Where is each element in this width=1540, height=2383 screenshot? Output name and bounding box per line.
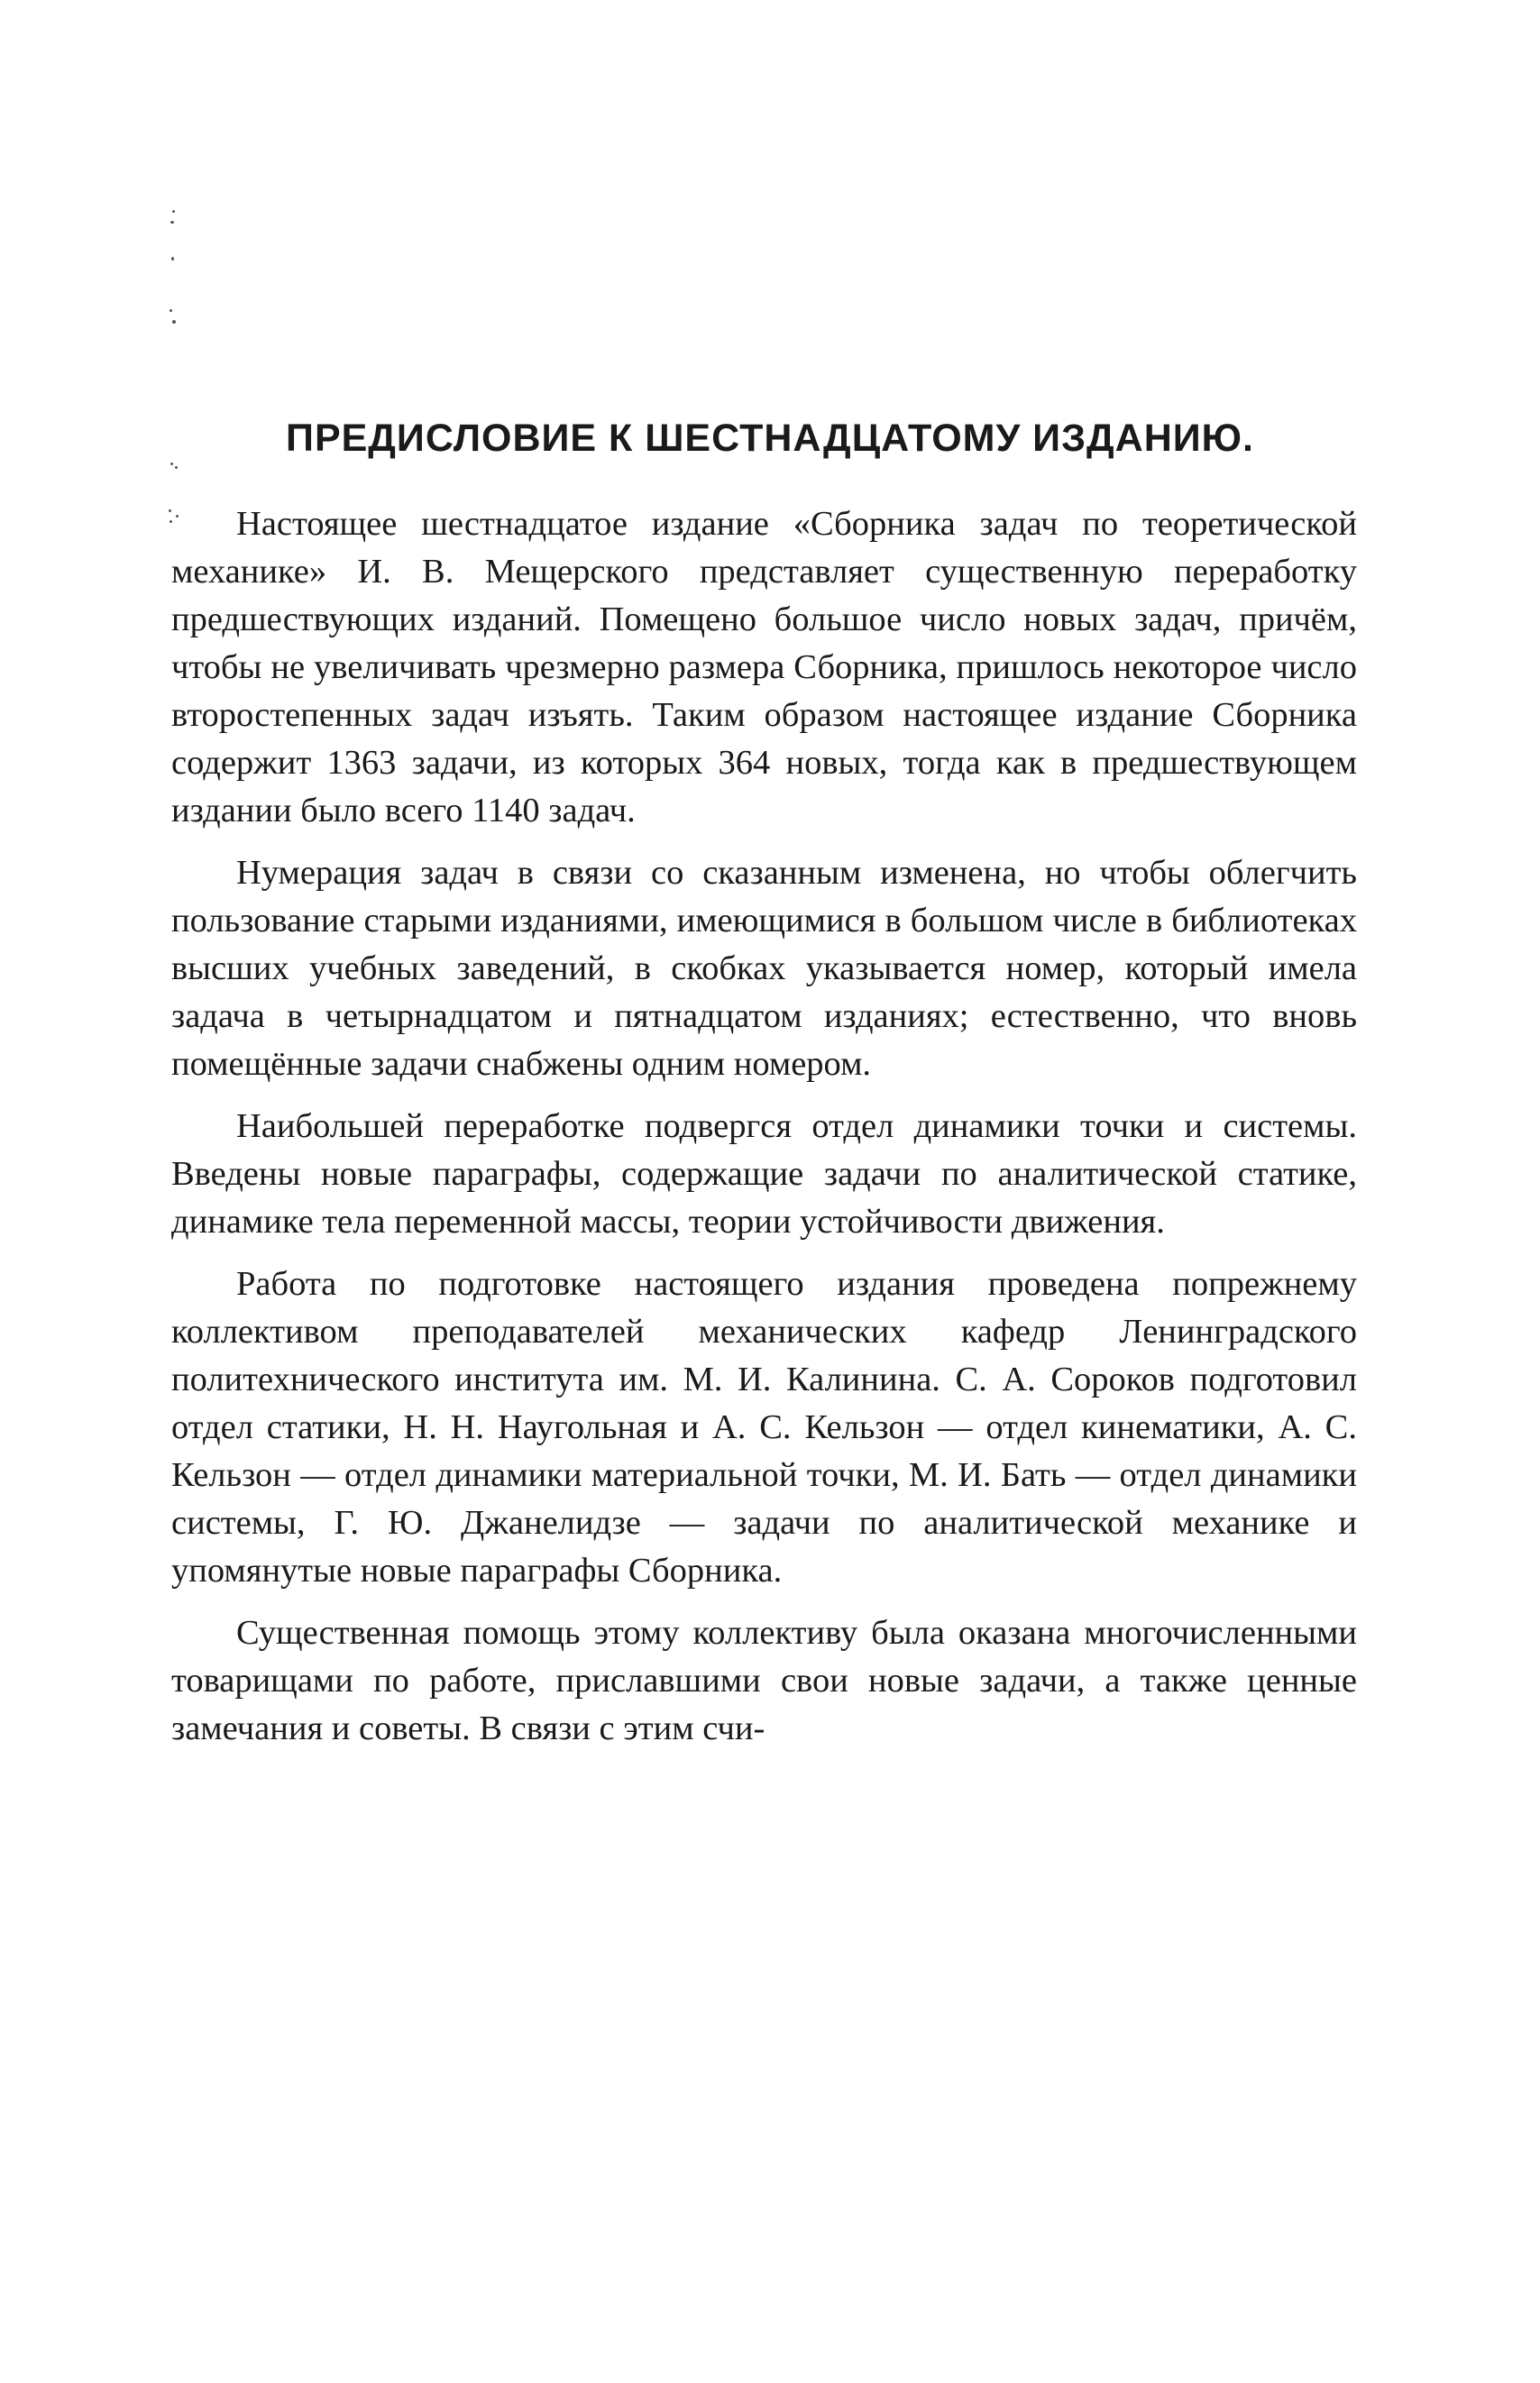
paragraph: Наибольшей переработке подвергся отдел динамики точки и системы. Введены новые параграфы, содержащие задачи по аналитической статике, динамике тела переменной массы, теории устойчивости движения. — [171, 1107, 1357, 1241]
paragraph: Существенная помощь этому коллективу была оказана многочисленными товарищами по работе, приславшими свои новые задачи, а также ценные замечания и советы. В связи с этим счи- — [171, 1614, 1357, 1747]
scan-speck — [172, 320, 176, 324]
scan-speck — [175, 466, 178, 469]
preface-title: ПРЕДИСЛОВИЕ К ШЕСТНАДЦАТОМУ ИЗДАНИЮ. — [286, 417, 1254, 460]
scan-speck — [171, 257, 174, 261]
scan-speck — [172, 210, 175, 213]
scan-speck — [170, 309, 172, 312]
scan-speck — [170, 463, 173, 465]
paragraph: Настоящее шестнадцатое издание «Сборника задач по теоретической механике» И. В. Мещерского представляет существенную переработку предшествующих изданий. Помещено большое число новых задач, причём, чтобы не увеличивать чрезмерно размера Сборника, пришлось некоторое число второстепенных задач изъять. Таким образом настоящее издание Сборника содержит 1363 задачи, из которых 364 новых, тогда как в предшествующем издании было всего 1140 задач. — [171, 505, 1357, 829]
preface-body — [171, 500, 1357, 1767]
paragraph: Нумерация задач в связи со сказанным изменена, но чтобы облегчить пользование старыми изданиями, имеющимися в большом числе в библиотеках высших учебных заведений, в скобках указывается номер, который имела задача в четырнадцатом и пятнадцатом изданиях; естественно, что вновь помещённые задачи снабжены одним номером. — [171, 854, 1357, 1083]
paragraph: Работа по подготовке настоящего издания проведена попрежнему коллективом преподавателей механических кафедр Ленинградского политехнического института им. М. И. Калинина. С. А. Сороков подготовил отдел статики, Н. Н. Наугольная и А. С. Кельзон — отдел кинематики, А. С. Кельзон — отдел динамики материальной точки, М. И. Бать — отдел динамики системы, Г. Ю. Джанелидзе — задачи по аналитической механике и упомянутые новые параграфы Сборника. — [171, 1265, 1357, 1590]
scan-speck — [170, 221, 174, 224]
